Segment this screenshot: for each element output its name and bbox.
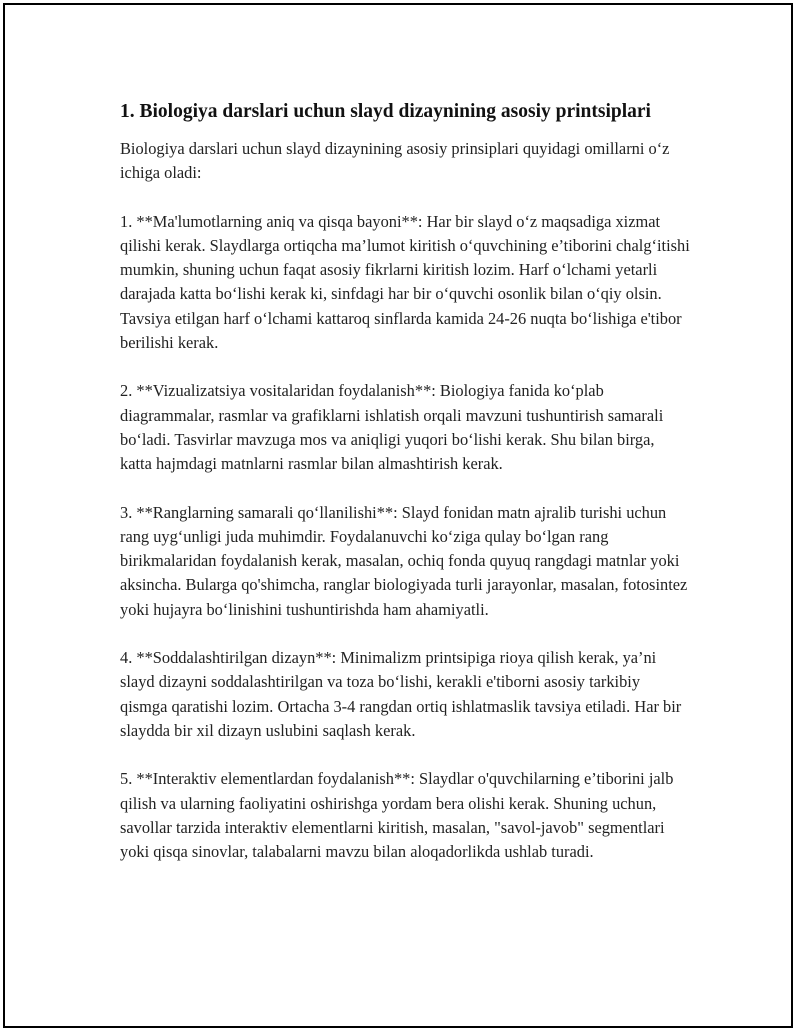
principle-paragraph-2: 2. **Vizualizatsiya vositalaridan foydalanish**: Biologiya fanida ko‘plab diagrammalar, rasmlar va grafiklarni ishlatish orqali mavzuni tushuntirish samarali bo‘ladi. Tasvirlar mavzuga mos va aniqligi yuqori bo‘lishi kerak. Shu bilan birga, katta hajmdagi matnlarni rasmlar bilan almashtirish kerak. — [120, 381, 664, 474]
principle-paragraph-1: 1. **Ma'lumotlarning aniq va qisqa bayoni**: Har bir slayd o‘z maqsadiga xizmat qilishi kerak. Slaydlarga ortiqcha ma’lumot kiritish o‘quvchining e’tiborini chalg‘itishi mumkin, shuning uchun faqat asosiy fikrlarni kiritish lozim. Harf o‘lchami yetarli darajada katta bo‘lishi kerak ki, sinfdagi har bir o‘quvchi osonlik bilan o‘qiy olsin. Tavsiya etilgan harf o‘lchami kattaroq sinflarda kamida 24-26 nuqta bo‘lishiga e'tibor berilishi kerak. — [120, 211, 690, 353]
principle-paragraph-4: 4. **Soddalashtirilgan dizayn**: Minimalizm printsipiga rioya qilish kerak, ya’ni slayd dizayni soddalashtirilgan va toza bo‘lishi, kerakli e'tiborni asosiy tarkibiy qismga qaratishi lozim. Ortacha 3-4 rangdan ortiq ishlatmaslik tavsiya etiladi. Har bir slaydda bir xil dizayn uslubini saqlash kerak. — [120, 648, 682, 740]
document-page — [3, 3, 793, 1028]
principle-paragraph-5: 5. **Interaktiv elementlardan foydalanish**: Slaydlar o'quvchilarning e’tiborini jalb qilish va ularning faoliyatini oshirishga yordam bera olishi kerak. Shuning uchun, savollar tarzida interaktiv elementlarni kiritish, masalan, "savol-javob" segmentlari yoki qisqa sinovlar, talabalarni mavzu bilan aloqadorlikda ushlab turadi. — [120, 769, 674, 862]
section-heading: 1. Biologiya darslari uchun slayd dizaynining asosiy printsiplari — [120, 101, 651, 122]
document-content — [120, 98, 690, 888]
principle-paragraph-3: 3. **Ranglarning samarali qo‘llanilishi**: Slayd fonidan matn ajralib turishi uchun rang uyg‘unligi juda muhimdir. Foydalanuvchi ko‘ziga qulay bo‘lgan rang birikmalaridan foydalanish kerak, masalan, ochiq fonda quyuq rangdagi matnlar yoki aksincha. Bularga qo'shimcha, ranglar biologiyada turli jarayonlar, masalan, fotosintez yoki hujayra bo‘linishini tushuntirishda ham ahamiyatli. — [120, 502, 688, 619]
intro-paragraph: Biologiya darslari uchun slayd dizaynining asosiy prinsiplari quyidagi omillarni o‘z ichiga oladi: — [120, 139, 670, 183]
